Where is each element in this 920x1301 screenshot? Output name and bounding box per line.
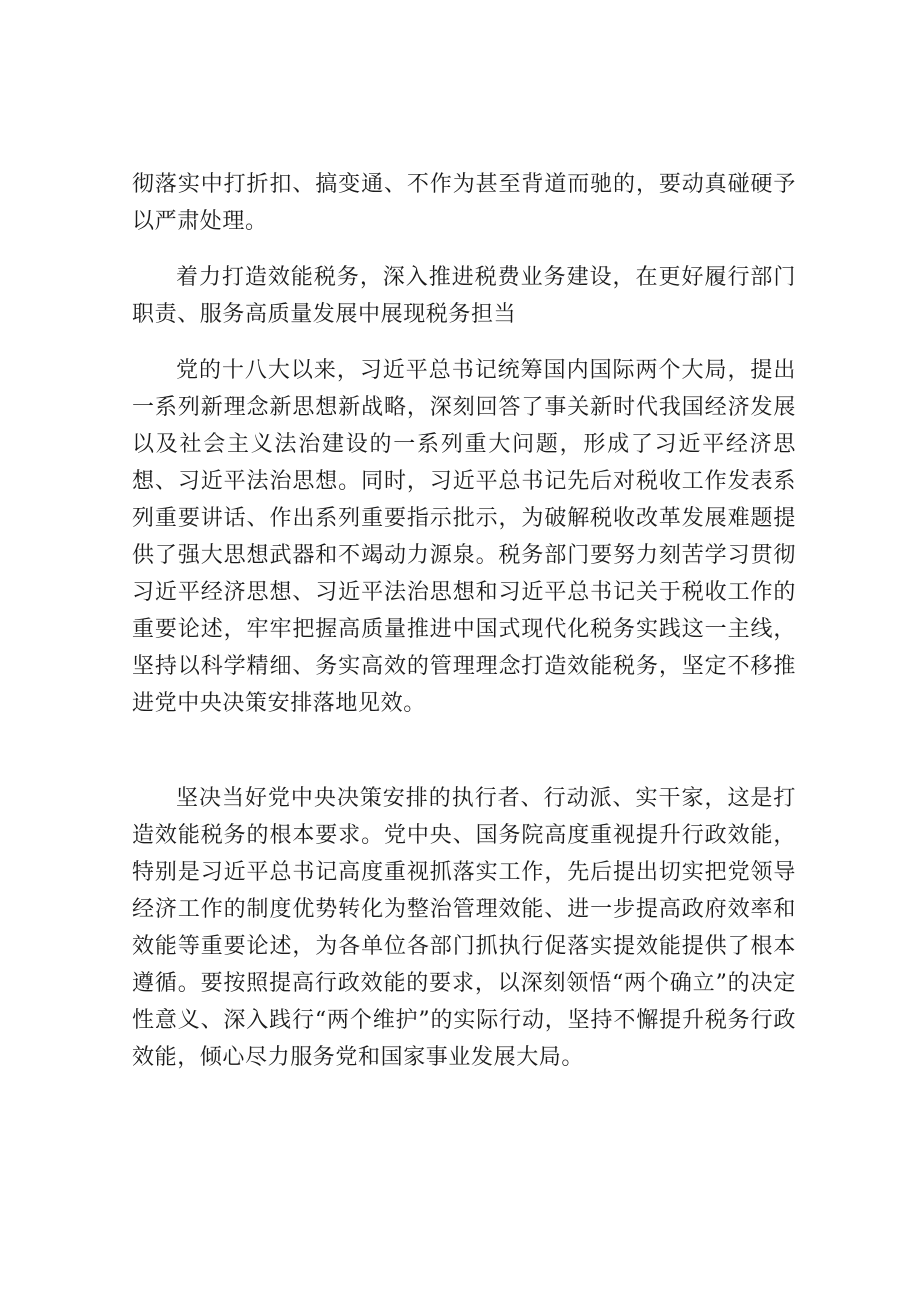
paragraph-body: 坚决当好党中央决策安排的执行者、行动派、实干家，这是打造效能税务的根本要求。党中央、国务院高度重视提升行政效能，特别是习近平总书记高度重视抓落实工作，先后提出切实把党领导经济工作的制度优势转化为整治管理效能、进一步提高政府效率和效能等重要论述，为各单位各部门抓执行促落实提效能提供了根本遵循。要按照提高行政效能的要求，以深刻领悟“两个确立”的决定性意义、深入践行“两个维护”的实际行动，坚持不懈提升税务行政效能，倾心尽力服务党和国家事业发展大局。 <box>132 786 796 1070</box>
paragraph-body: 党的十八大以来，习近平总书记统筹国内国际两个大局，提出一系列新理念新思想新战略，深刻回答了事关新时代我国经济发展以及社会主义法治建设的一系列重大问题，形成了习近平经济思想、习近平法治思想。同时，习近平总书记先后对税收工作发表系列重要讲话、作出系列重要指示批示，为破解税收改革发展难题提供了强大思想武器和不竭动力源泉。税务部门要努力刻苦学习贯彻习近平经济思想、习近平法治思想和习近平总书记关于税收工作的重要论述，牢牢把握高质量推进中国式现代化税务实践这一主线，坚持以科学精细、务实高效的管理理念打造效能税务，坚定不移推进党中央决策安排落地见效。 <box>132 358 796 716</box>
paragraph-continuation: 彻落实中打折扣、搞变通、不作为甚至背道而驰的，要动真碰硬予以严肃处理。 <box>132 172 796 234</box>
section-heading: 着力打造效能税务，深入推进税费业务建设，在更好履行部门职责、服务高质量发展中展现税务担当 <box>132 265 796 327</box>
